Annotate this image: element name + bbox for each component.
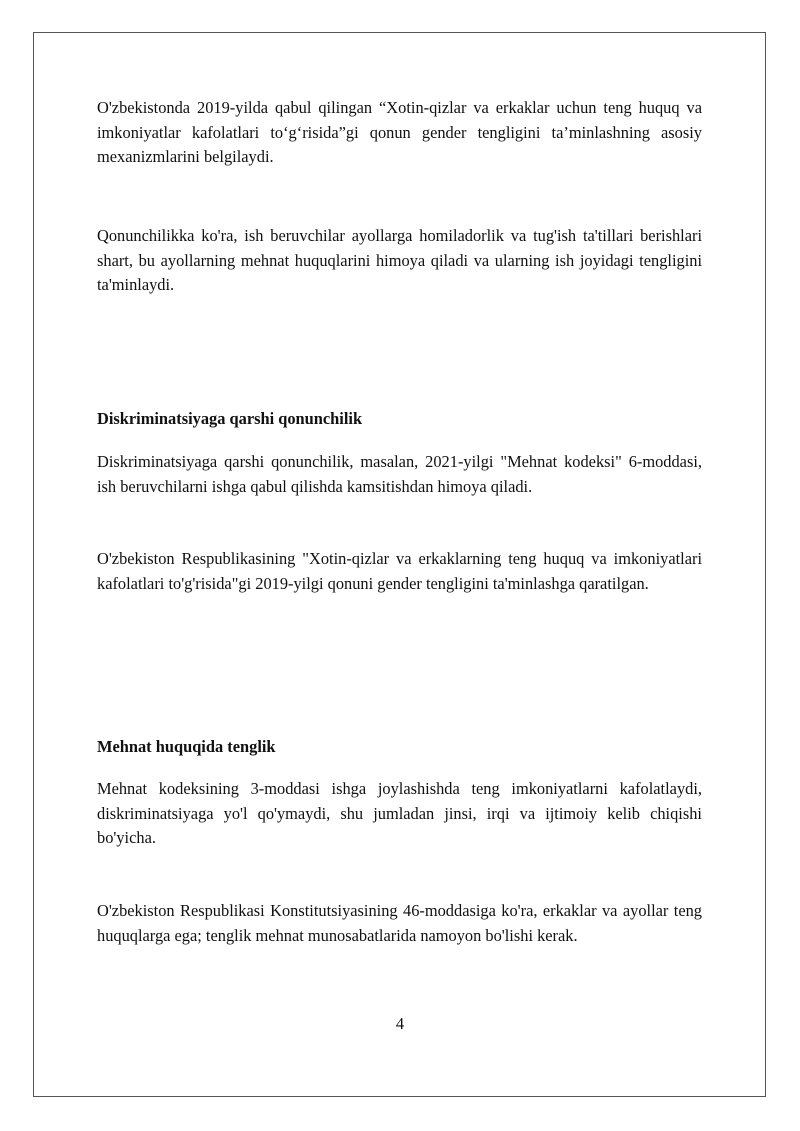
heading-anti-discrimination: Diskriminatsiyaga qarshi qonunchilik — [97, 409, 363, 428]
paragraph-maternity-leave: Qonunchilikka ko'ra, ish beruvchilar ayollarga homiladorlik va tug'ish ta'tillari berishlari shart, bu ayollarning mehnat huquqlarini himoya qiladi va ularning ish joyidagi tengligini ta'minlaydi. — [97, 226, 702, 294]
paragraph-law-2019: O'zbekistonda 2019-yilda qabul qilingan “Xotin-qizlar va erkaklar uchun teng huquq va imkoniyatlar kafolatlari to‘g‘risida”gi qonun gender tengligini ta’minlashning asosiy mexanizmlarini belgilaydi. — [97, 98, 702, 166]
paragraph-labor-code-article-6: Diskriminatsiyaga qarshi qonunchilik, masalan, 2021-yilgi "Mehnat kodeksi" 6-moddasi, ish beruvchilarni ishga qabul qilishda kamsitishdan himoya qiladi. — [97, 452, 702, 496]
page-number: 4 — [395, 1014, 405, 1033]
paragraph-gender-equality-law: O'zbekiston Respublikasining "Xotin-qizlar va erkaklarning teng huquq va imkoniyatlari kafolatlari to'g'risida"gi 2019-yilgi qonuni gender tengligini ta'minlashga qaratilgan. — [97, 549, 702, 593]
paragraph-constitution-article-46: O'zbekiston Respublikasi Konstitutsiyasining 46-moddasiga ko'ra, erkaklar va ayollar teng huquqlarga ega; tenglik mehnat munosabatlarida namoyon bo'lishi kerak. — [97, 901, 702, 945]
paragraph-labor-code-article-3: Mehnat kodeksining 3-moddasi ishga joylashishda teng imkoniyatlarni kafolatlaydi, diskriminatsiyaga yo'l qo'ymaydi, shu jumladan jinsi, irqi va ijtimoiy kelib chiqishi bo'yicha. — [97, 779, 702, 847]
heading-labor-equality: Mehnat huquqida tenglik — [97, 737, 276, 756]
